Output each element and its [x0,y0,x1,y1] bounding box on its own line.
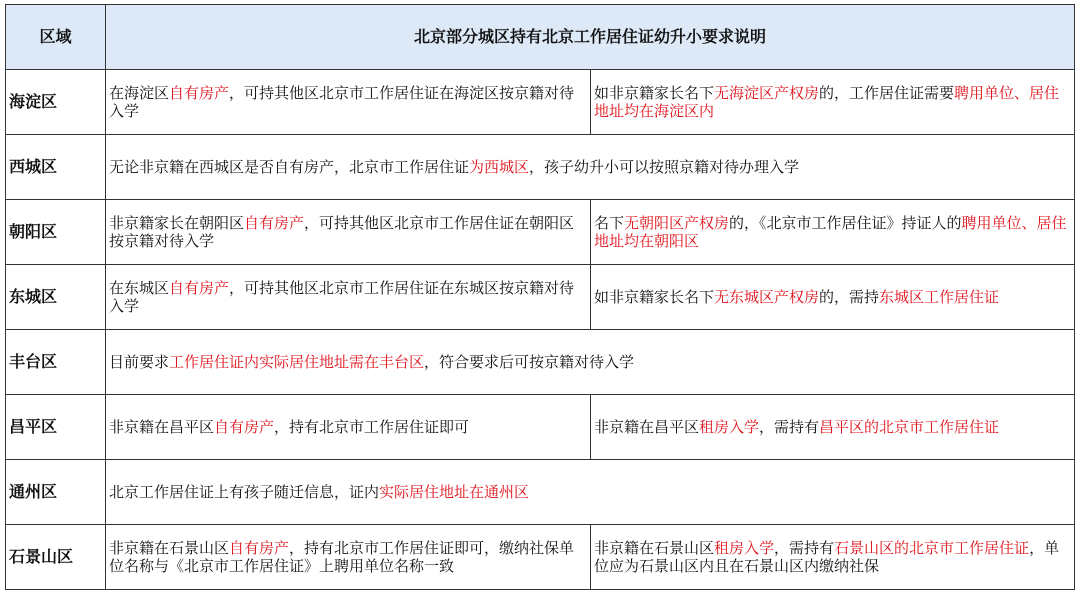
text-segment: 在海淀区 [109,84,170,102]
text-segment: 非京籍在石景山区 [109,539,230,557]
table-row [6,70,1075,135]
highlighted-text: 自有房产 [244,214,305,232]
requirement-cell [591,265,1075,330]
highlighted-text: 租房入学 [714,539,775,557]
text-segment: 非京籍在石景山区 [594,539,715,557]
highlighted-text: 实际居住地址在通州区 [379,483,530,501]
header-description: 北京部分城区持有北京工作居住证幼升小要求说明 [106,5,1075,70]
text-segment: ，持有北京市工作居住证即可 [274,418,470,436]
highlighted-text: 无朝阳区产权房 [624,214,730,232]
text-segment: 北京工作居住证上有孩子随迁信息，证内 [109,483,380,501]
district-name: 朝阳区 [6,200,106,265]
table-row [6,265,1075,330]
text-segment: 无论非京籍在西城区是否自有房产，北京市工作居住证 [109,158,470,176]
highlighted-text: 聘用单位、居住地址均在朝阳区 [594,214,1067,250]
requirement-cell [106,200,591,265]
text-segment: 非京籍在昌平区 [109,418,215,436]
district-name: 海淀区 [6,70,106,135]
table-row [6,395,1075,460]
text-segment: 在东城区 [109,279,170,297]
text-segment: ，可持其他区北京市工作居住证在海淀区按京籍对待入学 [109,84,575,120]
requirement-cell [591,395,1075,460]
district-name: 丰台区 [6,330,106,395]
requirement-cell [591,525,1075,590]
district-name: 石景山区 [6,525,106,590]
requirement-cell [106,460,1075,525]
table-body [6,5,1075,590]
policy-table [5,4,1075,590]
highlighted-text: 租房入学 [699,418,760,436]
highlighted-text: 为西城区 [469,158,530,176]
requirement-cell [106,395,591,460]
text-segment: ，可持其他区北京市工作居住证在朝阳区按京籍对待入学 [109,214,575,250]
table-header-row [6,5,1075,70]
requirement-cell [106,525,591,590]
text-segment: 目前要求 [109,353,170,371]
text-segment: ，孩子幼升小可以按照京籍对待办理入学 [529,158,800,176]
text-segment: 名下 [594,214,625,232]
district-name: 昌平区 [6,395,106,460]
highlighted-text: 自有房产 [214,418,275,436]
table-row [6,135,1075,200]
table-row [6,200,1075,265]
header-district: 区域 [6,5,106,70]
text-segment: ，需持有 [759,418,820,436]
highlighted-text: 自有房产 [169,84,230,102]
district-name: 东城区 [6,265,106,330]
highlighted-text: 无东城区产权房 [714,288,820,306]
highlighted-text: 聘用单位、居住地址均在海淀区内 [594,84,1060,120]
requirement-cell [106,135,1075,200]
requirement-cell [106,330,1075,395]
text-segment: ，需持有 [774,539,835,557]
text-segment: ，可持其他区北京市工作居住证在东城区按京籍对待入学 [109,279,575,315]
highlighted-text: 石景山区的北京市工作居住证 [834,539,1030,557]
highlighted-text: 自有房产 [229,539,290,557]
text-segment: ，持有北京市工作居住证即可，缴纳社保单位名称与《北京市工作居住证》上聘用单位名称一致 [109,539,575,575]
district-name: 西城区 [6,135,106,200]
text-segment: 如非京籍家长名下 [594,288,715,306]
highlighted-text: 东城区工作居住证 [879,288,1000,306]
requirement-cell [106,265,591,330]
text-segment: 的，《北京市工作居住证》持证人的 [729,214,962,232]
text-segment: 非京籍家长在朝阳区 [109,214,245,232]
text-segment: 的，工作居住证需要 [819,84,955,102]
highlighted-text: 无海淀区产权房 [714,84,820,102]
highlighted-text: 工作居住证内实际居住地址需在丰台区 [169,353,425,371]
table-row [6,460,1075,525]
table-row [6,525,1075,590]
text-segment: 的，需持 [819,288,880,306]
district-name: 通州区 [6,460,106,525]
text-segment: 如非京籍家长名下 [594,84,715,102]
highlighted-text: 昌平区的北京市工作居住证 [819,418,1000,436]
text-segment: 非京籍在昌平区 [594,418,700,436]
requirement-cell [591,70,1075,135]
requirement-cell [106,70,591,135]
text-segment: ，单位应为石景山区内且在石景山区内缴纳社保 [594,539,1060,575]
text-segment: ，符合要求后可按京籍对待入学 [424,353,635,371]
highlighted-text: 自有房产 [169,279,230,297]
table-row [6,330,1075,395]
requirement-cell [591,200,1075,265]
